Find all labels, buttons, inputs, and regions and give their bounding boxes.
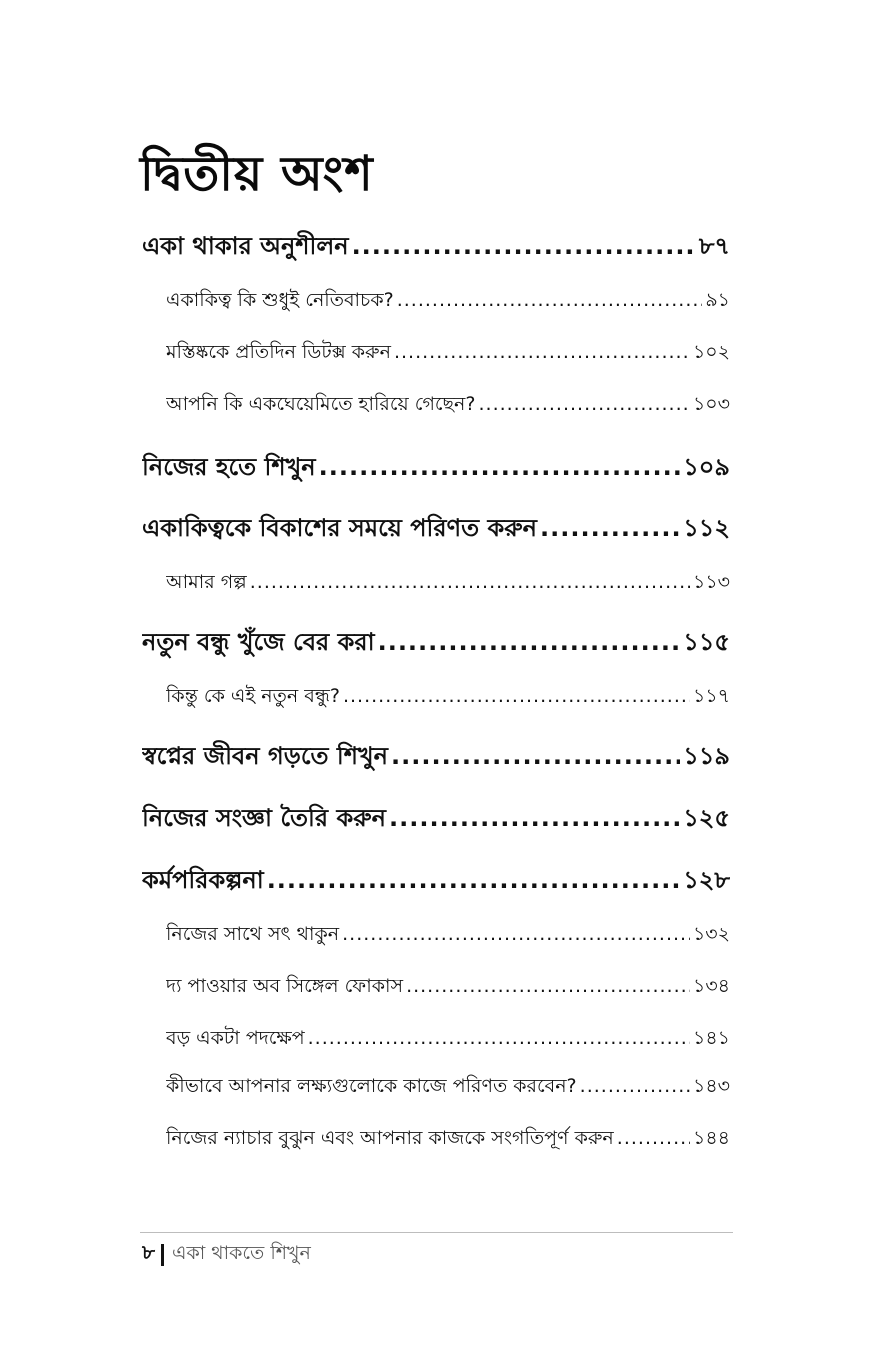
toc-subentry-title: একাকিত্ব কি শুধুই নেতিবাচক? xyxy=(166,289,394,311)
dot-leader xyxy=(580,1075,690,1097)
dot-leader xyxy=(267,866,681,894)
section-title: দ্বিতীয় অংশ xyxy=(140,146,374,202)
dot-leader xyxy=(478,393,689,415)
toc-subentry xyxy=(166,568,730,600)
footer-page-number: ৮ xyxy=(142,1240,155,1264)
toc-entry xyxy=(142,738,730,778)
toc-entry xyxy=(142,624,730,664)
toc-subentry-title: নিজের ন্যাচার বুঝুন এবং আপনার কাজকে সংগতিপূর্ণ করুন xyxy=(166,1127,614,1149)
toc-entry xyxy=(142,510,730,550)
footer-separator xyxy=(161,1244,164,1266)
toc-subentry xyxy=(166,338,730,370)
dot-leader xyxy=(308,1027,690,1049)
toc-entry-title: একা থাকার অনুশীলন xyxy=(142,232,349,260)
dot-leader xyxy=(343,685,690,707)
dot-leader xyxy=(617,1127,690,1149)
toc-subentry-title: আমার গল্প xyxy=(166,571,247,593)
toc-subentry xyxy=(166,1124,730,1156)
toc-entry-page: ১২৮ xyxy=(683,866,730,894)
toc-subentry xyxy=(166,390,730,422)
toc-subentry-title: কিন্তু কে এই নতুন বন্ধু? xyxy=(166,685,340,707)
toc-subentry-page: ১০৩ xyxy=(692,393,730,415)
toc-subentry-page: ১৩২ xyxy=(692,923,730,945)
toc-entry-page: ১১৯ xyxy=(683,742,730,770)
toc-subentry-page: ১৪৪ xyxy=(693,1127,730,1149)
page-footer xyxy=(142,1238,311,1271)
toc-subentry-title: মস্তিষ্ককে প্রতিদিন ডিটক্স করুন xyxy=(166,341,391,363)
toc-subentry-page: ১৪১ xyxy=(693,1027,730,1049)
dot-leader xyxy=(540,514,680,542)
toc-entry-page: ১১২ xyxy=(683,514,730,542)
toc-entry-title: একাকিত্বকে বিকাশের সময়ে পরিণত করুন xyxy=(142,514,537,542)
dot-leader xyxy=(397,289,703,311)
dot-leader xyxy=(394,341,690,363)
toc-entry xyxy=(142,800,730,840)
dot-leader xyxy=(406,975,690,997)
toc-subentry-page: ১০২ xyxy=(692,341,730,363)
toc-entry-title: নিজের সংজ্ঞা তৈরি করুন xyxy=(142,804,387,832)
toc-entry-page: ১০৯ xyxy=(683,453,730,481)
toc-subentry xyxy=(166,1072,730,1104)
toc-entry xyxy=(142,862,730,902)
toc-subentry-title: দ্য পাওয়ার অব সিঙ্গেল ফোকাস xyxy=(166,975,404,997)
toc-subentry-title: আপনি কি একঘেয়েমিতে হারিয়ে গেছেন? xyxy=(166,393,476,415)
toc-subentry-title: বড় একটা পদক্ষেপ xyxy=(166,1027,305,1049)
toc-entry xyxy=(142,449,730,489)
dot-leader xyxy=(389,804,680,832)
dot-leader xyxy=(378,628,681,656)
toc-subentry xyxy=(166,1024,730,1056)
toc-entry-page: ১১৫ xyxy=(683,628,730,656)
toc-subentry-page: ১৩৪ xyxy=(692,975,730,997)
dot-leader xyxy=(342,923,690,945)
dot-leader xyxy=(391,742,680,770)
toc-subentry-page: ৯১ xyxy=(705,289,730,311)
dot-leader xyxy=(250,571,690,593)
toc-entry-page: ১২৫ xyxy=(683,804,730,832)
toc-subentry xyxy=(166,682,730,714)
toc-subentry xyxy=(166,920,730,952)
toc-entry xyxy=(142,228,730,268)
toc-entry-title: নিজের হতে শিখুন xyxy=(142,453,316,481)
toc-subentry xyxy=(166,286,730,318)
toc-subentry-page: ১৪৩ xyxy=(692,1075,730,1097)
footer-divider xyxy=(140,1232,733,1233)
toc-entry-title: কর্মপরিকল্পনা xyxy=(142,866,264,894)
toc-subentry-title: নিজের সাথে সৎ থাকুন xyxy=(166,923,340,945)
toc-entry-title: নতুন বন্ধু খুঁজে বের করা xyxy=(142,628,375,656)
toc-entry-title: স্বপ্নের জীবন গড়তে শিখুন xyxy=(142,742,388,770)
dot-leader xyxy=(352,232,696,260)
toc-subentry-title: কীভাবে আপনার লক্ষ্যগুলোকে কাজে পরিণত করবেন? xyxy=(166,1075,577,1097)
toc-subentry xyxy=(166,972,730,1004)
toc-subentry-page: ১১৭ xyxy=(692,685,730,707)
toc-subentry-page: ১১৩ xyxy=(692,571,730,593)
footer-book-title: একা থাকতে শিখুন xyxy=(171,1241,311,1264)
dot-leader xyxy=(319,453,681,481)
toc-entry-page: ৮৭ xyxy=(698,232,730,260)
